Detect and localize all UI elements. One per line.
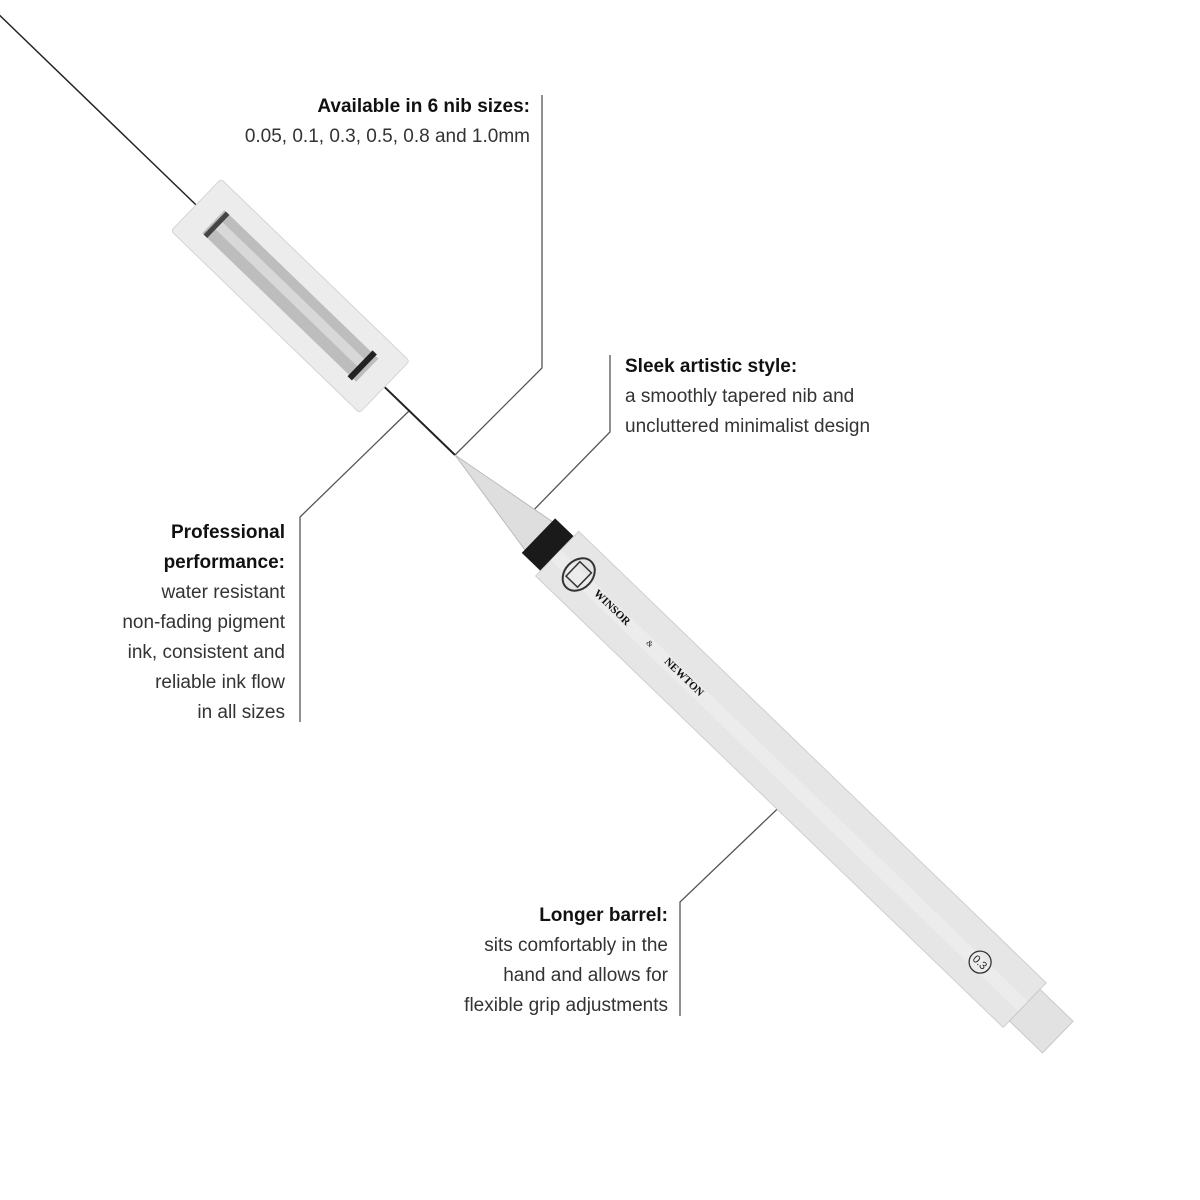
brand-line-2: NEWTON	[661, 655, 706, 699]
callout-style	[625, 352, 870, 442]
callout-text: a smoothly tapered nib and	[625, 386, 855, 407]
cap-line	[0, 0, 200, 208]
callout-heading: Sleek artistic style:	[625, 356, 798, 377]
leader-barrel	[680, 795, 792, 1016]
pen-cap	[171, 179, 409, 413]
nib-wire	[383, 386, 455, 455]
size-label: 0.3	[969, 953, 990, 973]
brand-line-1: WINSOR	[591, 587, 633, 629]
callout-text: reliable ink flow	[155, 672, 285, 693]
callout-text: 0.05, 0.1, 0.3, 0.5, 0.8 and 1.0mm	[244, 126, 530, 147]
callout-text: non-fading pigment	[122, 612, 285, 633]
callout-text: hand and allows for	[503, 965, 668, 986]
callout-text: water resistant	[161, 582, 285, 603]
callout-heading: Available in 6 nib sizes:	[317, 96, 530, 117]
callout-text: ink, consistent and	[127, 642, 285, 663]
brand-amp: &	[644, 638, 656, 650]
leader-style	[522, 355, 610, 522]
callout-heading: performance:	[163, 552, 285, 573]
pen-nib	[441, 441, 554, 552]
leader-performance	[300, 410, 410, 722]
callout-nib-sizes	[245, 92, 530, 152]
callout-performance	[122, 518, 285, 728]
callout-text: in all sizes	[197, 702, 285, 723]
callout-text: sits comfortably in the	[484, 935, 668, 956]
callout-heading: Longer barrel:	[539, 905, 668, 926]
callout-text: uncluttered minimalist design	[625, 416, 871, 437]
callout-text: flexible grip adjustments	[464, 995, 668, 1016]
callout-barrel	[464, 901, 668, 1021]
callout-heading: Professional	[170, 522, 285, 543]
